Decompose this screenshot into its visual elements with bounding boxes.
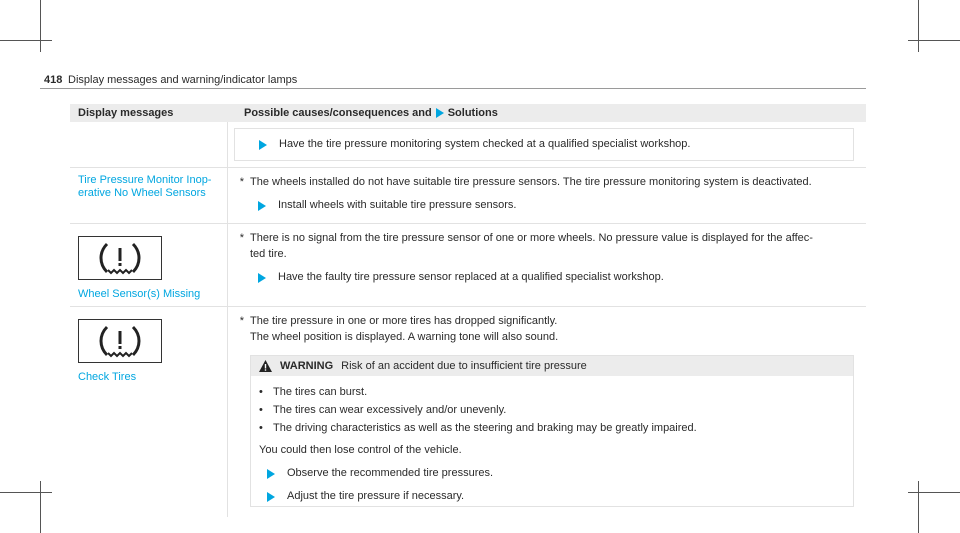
warning-header	[251, 356, 853, 376]
page-number: 418	[44, 74, 63, 86]
table-row	[70, 122, 866, 168]
crop-mark	[40, 0, 41, 52]
display-message: Wheel Sensor(s) Missing	[78, 288, 201, 300]
display-message: Check Tires	[78, 371, 137, 383]
cause-text: * The tire pressure in one or more tires has dropped significantly.	[239, 315, 558, 327]
play-arrow-icon	[258, 273, 266, 283]
crop-mark	[908, 40, 960, 41]
table-row	[70, 168, 866, 224]
play-arrow-icon	[436, 108, 444, 118]
cause-text-continued: The wheel position is displayed. A warning tone will also sound.	[250, 331, 559, 343]
crop-mark	[908, 492, 960, 493]
crop-mark	[40, 481, 41, 533]
crop-mark	[918, 481, 919, 533]
solution-step: Have the faulty tire pressure sensor replaced at a qualified specialist workshop.	[258, 270, 860, 285]
cause-text: * There is no signal from the tire pressure sensor of one or more wheels. No pressure value is displayed for the affec-	[239, 232, 813, 244]
warning-title: Risk of an accident due to insufficient tire pressure	[341, 360, 587, 372]
col-header-display-messages: Display messages	[78, 107, 174, 119]
table-row	[70, 307, 866, 517]
list-item: • The driving characteristics as well as the steering and braking may be greatly impaired.	[259, 420, 845, 436]
crop-mark	[918, 0, 919, 52]
solution-step: Install wheels with suitable tire pressure sensors.	[258, 198, 860, 213]
cause-text: * The wheels installed do not have suitable tire pressure sensors. The tire pressure monitoring system is deactivated.	[239, 176, 812, 188]
play-arrow-icon	[258, 201, 266, 211]
solution-step: Adjust the tire pressure if necessary.	[267, 489, 845, 504]
table-header	[70, 104, 866, 122]
warning-box	[250, 355, 854, 507]
display-message: Tire Pressure Monitor Inop-erative No Wheel Sensors	[70, 168, 228, 223]
solution-box	[234, 128, 854, 161]
tire-pressure-warning-icon	[78, 236, 162, 280]
warning-triangle-icon	[259, 360, 272, 372]
crop-mark	[0, 492, 52, 493]
table-row	[70, 224, 866, 307]
cause-text-continued: ted tire.	[250, 248, 287, 260]
crop-mark	[0, 40, 52, 41]
display-messages-table	[70, 104, 866, 517]
tire-pressure-warning-icon	[78, 319, 162, 363]
warning-label: WARNING	[280, 360, 334, 372]
list-item: • The tires can burst.	[259, 384, 845, 400]
play-arrow-icon	[267, 469, 275, 479]
play-arrow-icon	[267, 492, 275, 502]
list-item: • The tires can wear excessively and/or unevenly.	[259, 402, 845, 418]
page-title: Display messages and warning/indicator lamps	[68, 74, 298, 86]
col-header-causes: Possible causes/consequences and Solutions	[244, 107, 498, 119]
solution-step: Observe the recommended tire pressures.	[267, 466, 845, 481]
consequence-text: You could then lose control of the vehicle.	[259, 444, 462, 456]
solution-step: Have the tire pressure monitoring system checked at a qualified specialist workshop.	[259, 137, 853, 152]
play-arrow-icon	[259, 140, 267, 150]
